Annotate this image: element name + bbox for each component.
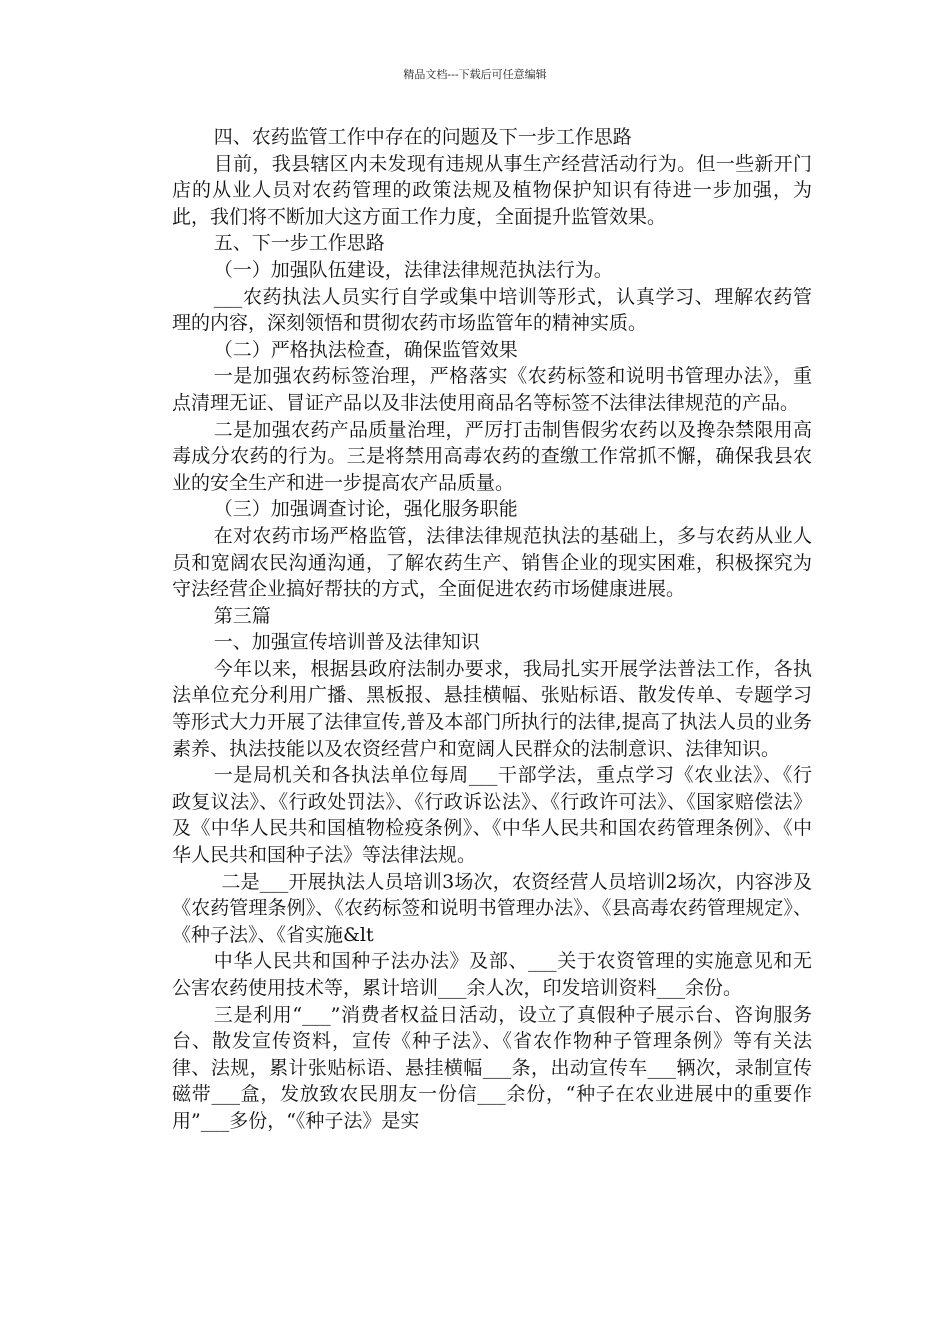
paragraph: 二是___开展执法人员培训3场次，农资经营人员培训2场次，内容涉及《农药管理条例》、《农药标签和说明书管理办法》、《县高毒农药管理规定》、《种子法》、《省实施&lt [172, 870, 812, 946]
paragraph: 一是加强农药标签治理，严格落实《农药标签和说明书管理办法》，重点清理无证、冒证产品以及非法使用商品名等标签不法律法律规范的产品。 [172, 365, 812, 414]
paragraph: ___农药执法人员实行自学或集中培训等形式，认真学习、理解农药管理的内容，深刻领悟和贯彻农药市场监管年的精神实质。 [172, 285, 812, 335]
paragraph: 今年以来，根据县政府法制办要求，我局扎实开展学法普法工作，各执法单位充分利用广播、黑板报、悬挂横幅、张贴标语、散发传单、专题学习等形式大力开展了法律宣传,普及本部门所执行的法律,提高了执法人员的业务素养、执法技能以及农资经营户和宽阔人民群众的法制意识、法律知识。 [172, 657, 812, 760]
part-title: 第三篇 [213, 604, 271, 627]
paragraph: 目前，我县辖区内未发现有违规从事生产经营活动行为。但一些新开门店的从业人员对农药管理的政策法规及植物保护知识有待进一步加强，为此，我们将不断加大这方面工作力度，全面提升监管效果。 [172, 152, 812, 228]
section-heading: 四、农药监管工作中存在的问题及下一步工作思路 [213, 126, 632, 148]
subsection-heading: （二）严格执法检查，确保监管效果 [213, 338, 518, 361]
section-heading: 五、下一步工作思路 [213, 232, 385, 255]
paragraph: 三是利用“___”消费者权益日活动，设立了真假种子展示台、咨询服务台、散发宣传资料，宣传《种子法》、《省农作物种子管理条例》等有关法律、法规，累计张贴标语、悬挂横幅___条，出动宣传车___辆次，录制宣传磁带___盒，发放致农民朋友一份信___余份，“种子在农业进展中的重要作用”___多份，“《种子法》是实 [172, 1003, 812, 1132]
section-heading: 一、加强宣传培训普及法律知识 [213, 631, 480, 654]
paragraph: 在对农药市场严格监管，法律法律规范执法的基础上，多与农药从业人员和宽阔农民沟通沟通，了解农药生产、销售企业的现实困难，积极探究为守法经营企业搞好帮扶的方式，全面促进农药市场健康进展。 [172, 524, 812, 601]
document-body [172, 124, 812, 1135]
subsection-heading: （一）加强队伍建设，法律法律规范执法行为。 [213, 258, 613, 281]
paragraph: 一是局机关和各执法单位每周___干部学法，重点学习《农业法》、《行政复议法》、《行政处罚法》、《行政诉讼法》、《行政许可法》、《国家赔偿法》及《中华人民共和国植物检疫条例》、《中华人民共和国农药管理条例》、《中华人民共和国种子法》等法律法规。 [172, 764, 812, 867]
paragraph: 二是加强农药产品质量治理，严厉打击制售假劣农药以及搀杂禁限用高毒成分农药的行为。三是将禁用高毒农药的查缴工作常抓不懈，确保我县农业的安全生产和进一步提高农产品质量。 [172, 418, 812, 494]
document-header: 精品文档---下载后可任意编辑 [403, 68, 547, 81]
paragraph: 中华人民共和国种子法办法》及部、___关于农资管理的实施意见和无公害农药使用技术等，累计培训___余人次，印发培训资料___余份。 [172, 950, 812, 999]
subsection-heading: （三）加强调查讨论，强化服务职能 [213, 498, 518, 521]
